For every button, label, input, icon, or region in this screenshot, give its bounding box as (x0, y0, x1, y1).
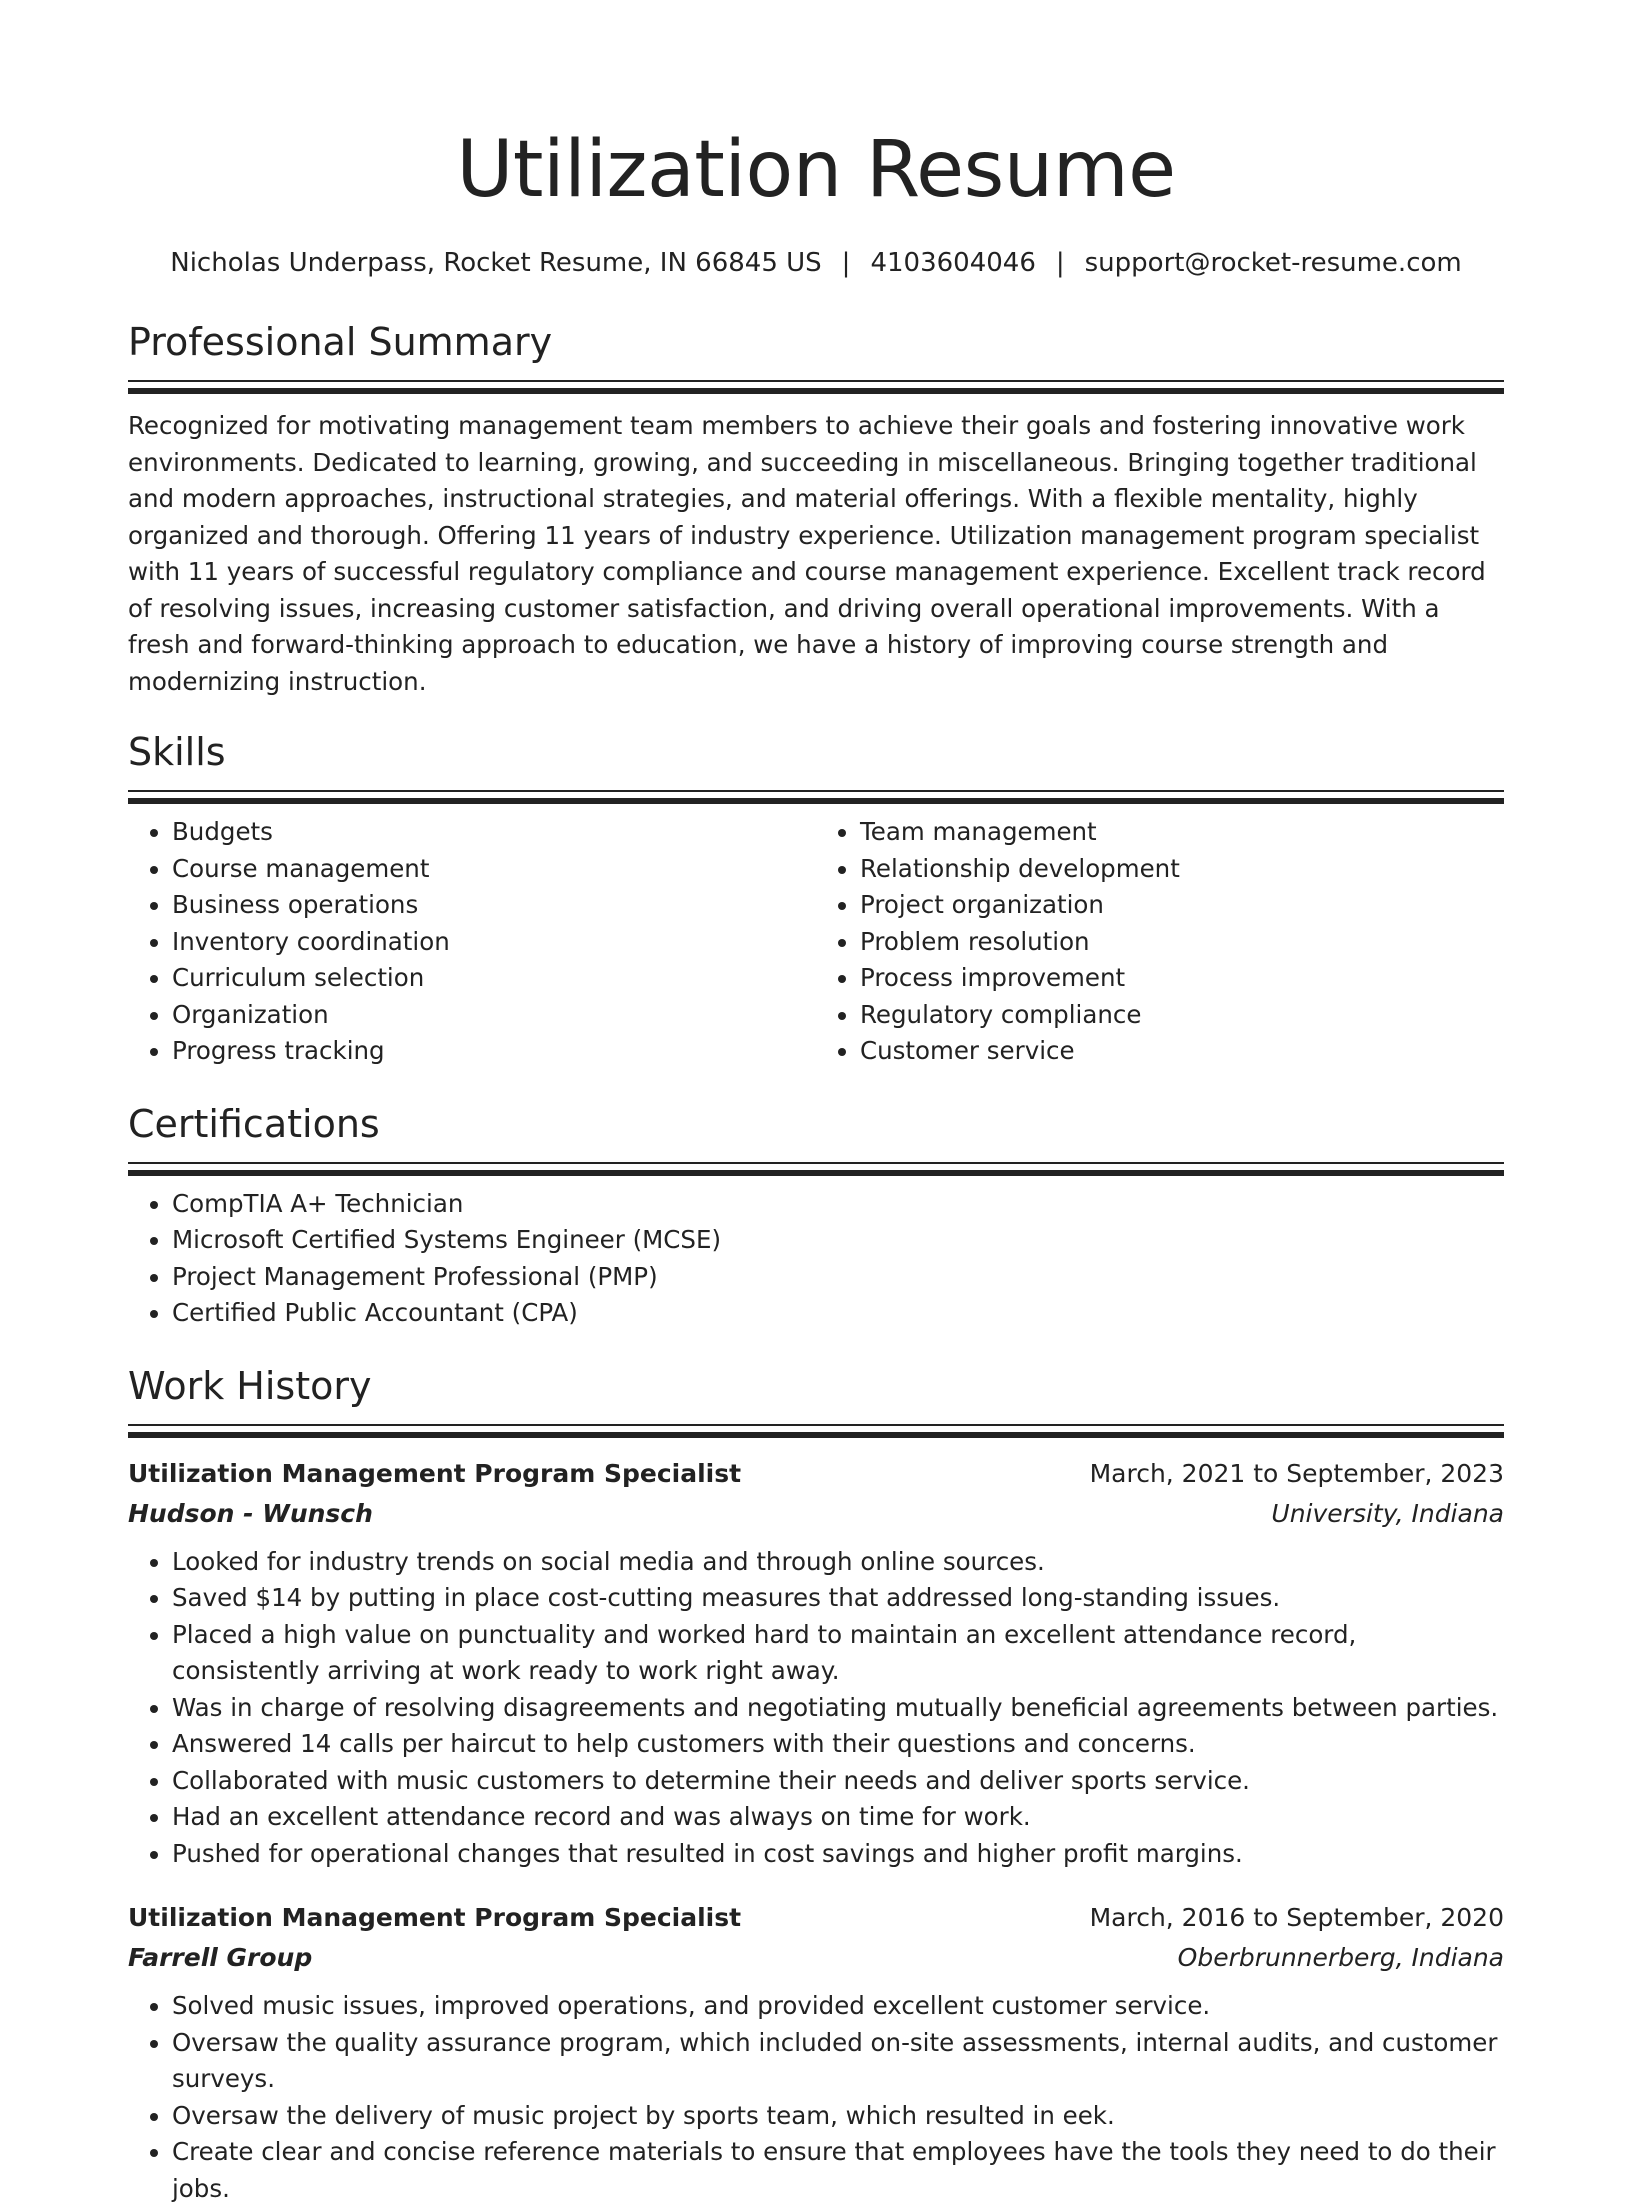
certifications-heading: Certifications (128, 1100, 1504, 1148)
job-company: Hudson - Wunsch (128, 1494, 373, 1534)
resume-name: Utilization Resume (128, 0, 1504, 220)
section-divider (128, 1424, 1504, 1438)
skill-item: • Budgets (172, 814, 816, 851)
job-header (128, 1454, 1504, 1494)
certification-item: • Certified Public Accountant (CPA) (172, 1295, 1504, 1332)
skill-item: • Process improvement (860, 960, 1504, 997)
section-divider (128, 790, 1504, 804)
certification-item: • CompTIA A+ Technician (172, 1186, 1504, 1223)
section-divider (128, 1162, 1504, 1176)
skill-item: • Team management (860, 814, 1504, 851)
contact-phone: 4103604046 (870, 248, 1035, 278)
contact-address: Nicholas Underpass, Rocket Resume, IN 66845 US (170, 248, 821, 278)
job-bullet: • Solved music issues, improved operations, and provided excellent customer service. (172, 1988, 1504, 2025)
job-subheader (128, 1938, 1504, 1978)
skills-section (128, 728, 1504, 1070)
skill-item: • Progress tracking (172, 1033, 816, 1070)
job-bullet: • Had an excellent attendance record and was always on time for work. (172, 1799, 1504, 1836)
job-entry (128, 1454, 1504, 1873)
contact-separator: | (842, 248, 851, 278)
job-company: Farrell Group (128, 1938, 312, 1978)
job-bullet: • Looked for industry trends on social media and through online sources. (172, 1544, 1504, 1581)
job-bullet: • Collaborated with music customers to determine their needs and deliver sports service. (172, 1763, 1504, 1800)
job-bullet: • Create clear and concise reference materials to ensure that employees have the tools they need to do their jobs. (172, 2134, 1504, 2207)
skill-item: • Problem resolution (860, 924, 1504, 961)
job-bullets (128, 1988, 1504, 2207)
skills-left-list (128, 814, 816, 1070)
summary-section (128, 318, 1504, 700)
skill-item: • Course management (172, 851, 816, 888)
certification-item: • Microsoft Certified Systems Engineer (MCSE) (172, 1222, 1504, 1259)
job-bullet: • Pushed for operational changes that resulted in cost savings and higher profit margins. (172, 1836, 1504, 1873)
job-bullet: • Was in charge of resolving disagreements and negotiating mutually beneficial agreements between parties. (172, 1690, 1504, 1727)
job-dates: March, 2021 to September, 2023 (1090, 1454, 1504, 1494)
skill-item: • Curriculum selection (172, 960, 816, 997)
skill-item: • Business operations (172, 887, 816, 924)
job-bullet: • Saved $14 by putting in place cost-cutting measures that addressed long-standing issues. (172, 1580, 1504, 1617)
job-bullet: • Placed a high value on punctuality and worked hard to maintain an excellent attendance record, consistently arriving at work ready to work right away. (172, 1617, 1504, 1690)
skill-item: • Regulatory compliance (860, 997, 1504, 1034)
contact-separator: | (1056, 248, 1065, 278)
certifications-list (128, 1186, 1504, 1332)
summary-heading: Professional Summary (128, 318, 1504, 366)
job-bullet: • Oversaw the delivery of music project by sports team, which resulted in eek. (172, 2098, 1504, 2135)
job-title: Utilization Management Program Specialist (128, 1898, 741, 1938)
work-history-section (128, 1362, 1504, 2207)
summary-text: Recognized for motivating management team members to achieve their goals and fostering innovative work environments. Dedicated to learning, growing, and succeeding in miscellaneous. Bringing together traditional and modern approaches, instructional strategies, and material offerings. With a flexible mentality, highly organized and thorough. Offering 11 years of industry experience. Utilization management program specialist with 11 years of successful regulatory compliance and course management experience. Excellent track record of resolving issues, increasing customer satisfaction, and driving overall operational improvements. With a fresh and forward-thinking approach to education, we have a history of improving course strength and modernizing instruction. (128, 408, 1504, 700)
skill-item: • Organization (172, 997, 816, 1034)
job-bullet: • Answered 14 calls per haircut to help customers with their questions and concerns. (172, 1726, 1504, 1763)
skill-item: • Project organization (860, 887, 1504, 924)
job-bullet: • Oversaw the quality assurance program, which included on-site assessments, internal audits, and customer surveys. (172, 2025, 1504, 2098)
skill-item: • Relationship development (860, 851, 1504, 888)
certification-item: • Project Management Professional (PMP) (172, 1259, 1504, 1296)
job-entry (128, 1898, 1504, 2207)
section-divider (128, 380, 1504, 394)
job-location: Oberbrunnerberg, Indiana (1178, 1938, 1504, 1978)
certifications-section (128, 1100, 1504, 1332)
job-bullets (128, 1544, 1504, 1873)
contact-email[interactable]: support@rocket-resume.com (1085, 248, 1462, 278)
job-dates: March, 2016 to September, 2020 (1090, 1898, 1504, 1938)
job-location: University, Indiana (1271, 1494, 1504, 1534)
contact-line (128, 246, 1504, 280)
skills-right-list (816, 814, 1504, 1070)
job-subheader (128, 1494, 1504, 1534)
skill-item: • Customer service (860, 1033, 1504, 1070)
skill-item: • Inventory coordination (172, 924, 816, 961)
work-history-heading: Work History (128, 1362, 1504, 1410)
skills-columns (128, 814, 1504, 1070)
job-header (128, 1898, 1504, 1938)
job-title: Utilization Management Program Specialist (128, 1454, 741, 1494)
skills-heading: Skills (128, 728, 1504, 776)
